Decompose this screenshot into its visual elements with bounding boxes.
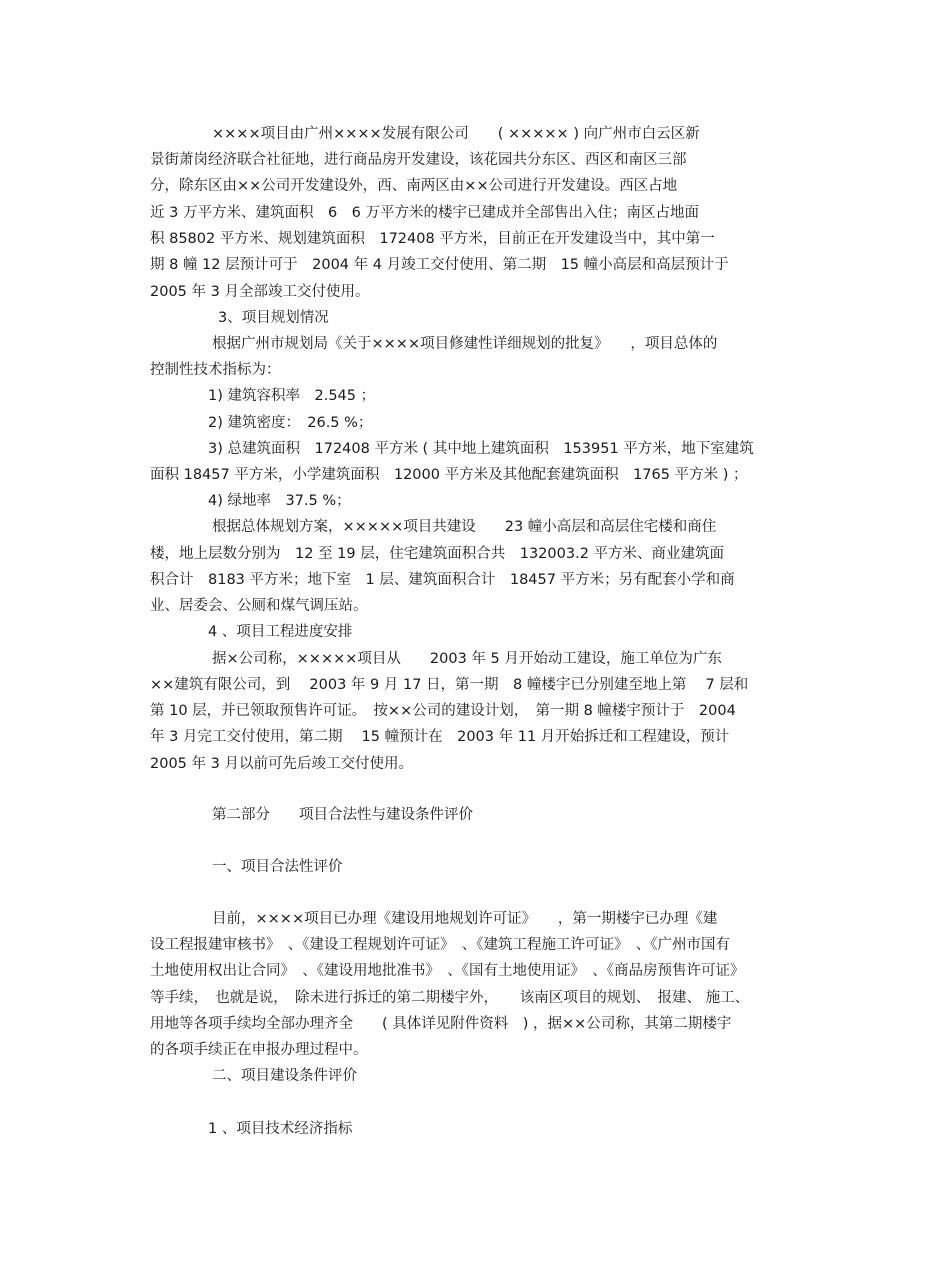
text-line: 用地等各项手续均全部办理齐全 ( 具体详见附件资料 ) ，据××公司称，其第二期楼宇 xyxy=(150,1016,732,1032)
section-heading: 一、项目合法性评价 xyxy=(212,859,343,875)
text-line: 的各项手续正在申报办理过程中。 xyxy=(150,1042,368,1058)
text-line: 积 85802 平方米、规划建筑面积 172408 平方米，目前正在开发建设当中，其中第一 xyxy=(150,231,715,247)
list-item: 3) 总建筑面积 172408 平方米 ( 其中地上建筑面积 153951 平方米，地下室建筑 xyxy=(208,441,754,457)
list-item: 2) 建筑密度： 26.5 %； xyxy=(208,415,373,431)
text-line: ××××项目由广州××××发展有限公司 ( ××××× ) 向广州市白云区新 xyxy=(212,126,700,142)
text-line: 业、居委会、公厕和煤气调压站。 xyxy=(150,598,368,614)
text-line: 2005 年 3 月全部竣工交付使用。 xyxy=(150,284,370,300)
text-line: 年 3 月完工交付使用，第二期 15 幢预计在 2003 年 11 月开始拆迁和工程建设，预计 xyxy=(150,729,730,745)
text-line: 据×公司称，×××××项目从 2003 年 5 月开始动工建设，施工单位为广东 xyxy=(212,651,722,667)
text-line: 分，除东区由××公司开发建设外，西、南两区由××公司进行开发建设。西区占地 xyxy=(150,178,678,194)
text-line: 楼，地上层数分别为 12 至 19 层，住宅建筑面积合共 132003.2 平方米、商业建筑面 xyxy=(150,546,725,562)
text-line: 目前，××××项目已办理《建设用地规划许可证》 ，第一期楼宇已办理《建 xyxy=(212,911,718,927)
list-item: 4) 绿地率 37.5 %； xyxy=(208,493,351,509)
text-line: 景街萧岗经济联合社征地，进行商品房开发建设，该花园共分东区、西区和南区三部 xyxy=(150,152,687,168)
text-line: 面积 18457 平方米，小学建筑面积 12000 平方米及其他配套建筑面积 1765 平方米 ) ； xyxy=(150,467,748,483)
text-line: 期 8 幢 12 层预计可于 2004 年 4 月竣工交付使用、第二期 15 幢小高层和高层预计于 xyxy=(150,257,729,273)
section-heading: 1 、项目技术经济指标 xyxy=(208,1121,353,1137)
text-line: 等手续， 也就是说， 除未进行拆迁的第二期楼宇外， 该南区项目的规划、 报建、 施工、 xyxy=(150,990,750,1006)
text-line: 第 10 层，并已领取预售许可证。 按××公司的建设计划， 第一期 8 幢楼宇预计于 2004 xyxy=(150,703,736,719)
text-line: 近 3 万平方米、建筑面积 6 6 万平方米的楼宇已建成并全部售出入住；南区占地面 xyxy=(150,205,700,221)
text-line: 根据总体规划方案，×××××项目共建设 23 幢小高层和高层住宅楼和商住 xyxy=(212,519,717,535)
text-line: ××建筑有限公司，到 2003 年 9 月 17 日，第一期 8 幢楼宇已分别建至地上第 7 层和 xyxy=(150,677,749,693)
text-line: 设工程报建审核书》 、《建设工程规划许可证》 、《建筑工程施工许可证》 、《广州市国有 xyxy=(150,937,730,953)
text-line: 积合计 8183 平方米；地下室 1 层、建筑面积合计 18457 平方米；另有配套小学和商 xyxy=(150,572,735,588)
text-line: 土地使用权出让合同》 、《建设用地批准书》 、《国有土地使用证》 、《商品房预售许可证》 xyxy=(150,963,745,979)
section-heading: 4 、项目工程进度安排 xyxy=(208,624,353,640)
list-item: 1) 建筑容积率 2.545 ； xyxy=(208,388,376,404)
text-line: 根据广州市规划局《关于××××项目修建性详细规划的批复》 ，项目总体的 xyxy=(212,336,718,352)
text-line: 控制性技术指标为： xyxy=(150,362,281,378)
text-line: 2005 年 3 月以前可先后竣工交付使用。 xyxy=(150,756,413,772)
part-heading: 第二部分 项目合法性与建设条件评价 xyxy=(212,807,473,823)
section-heading: 3、项目规划情况 xyxy=(218,310,329,326)
section-heading: 二、项目建设条件评价 xyxy=(212,1068,357,1084)
